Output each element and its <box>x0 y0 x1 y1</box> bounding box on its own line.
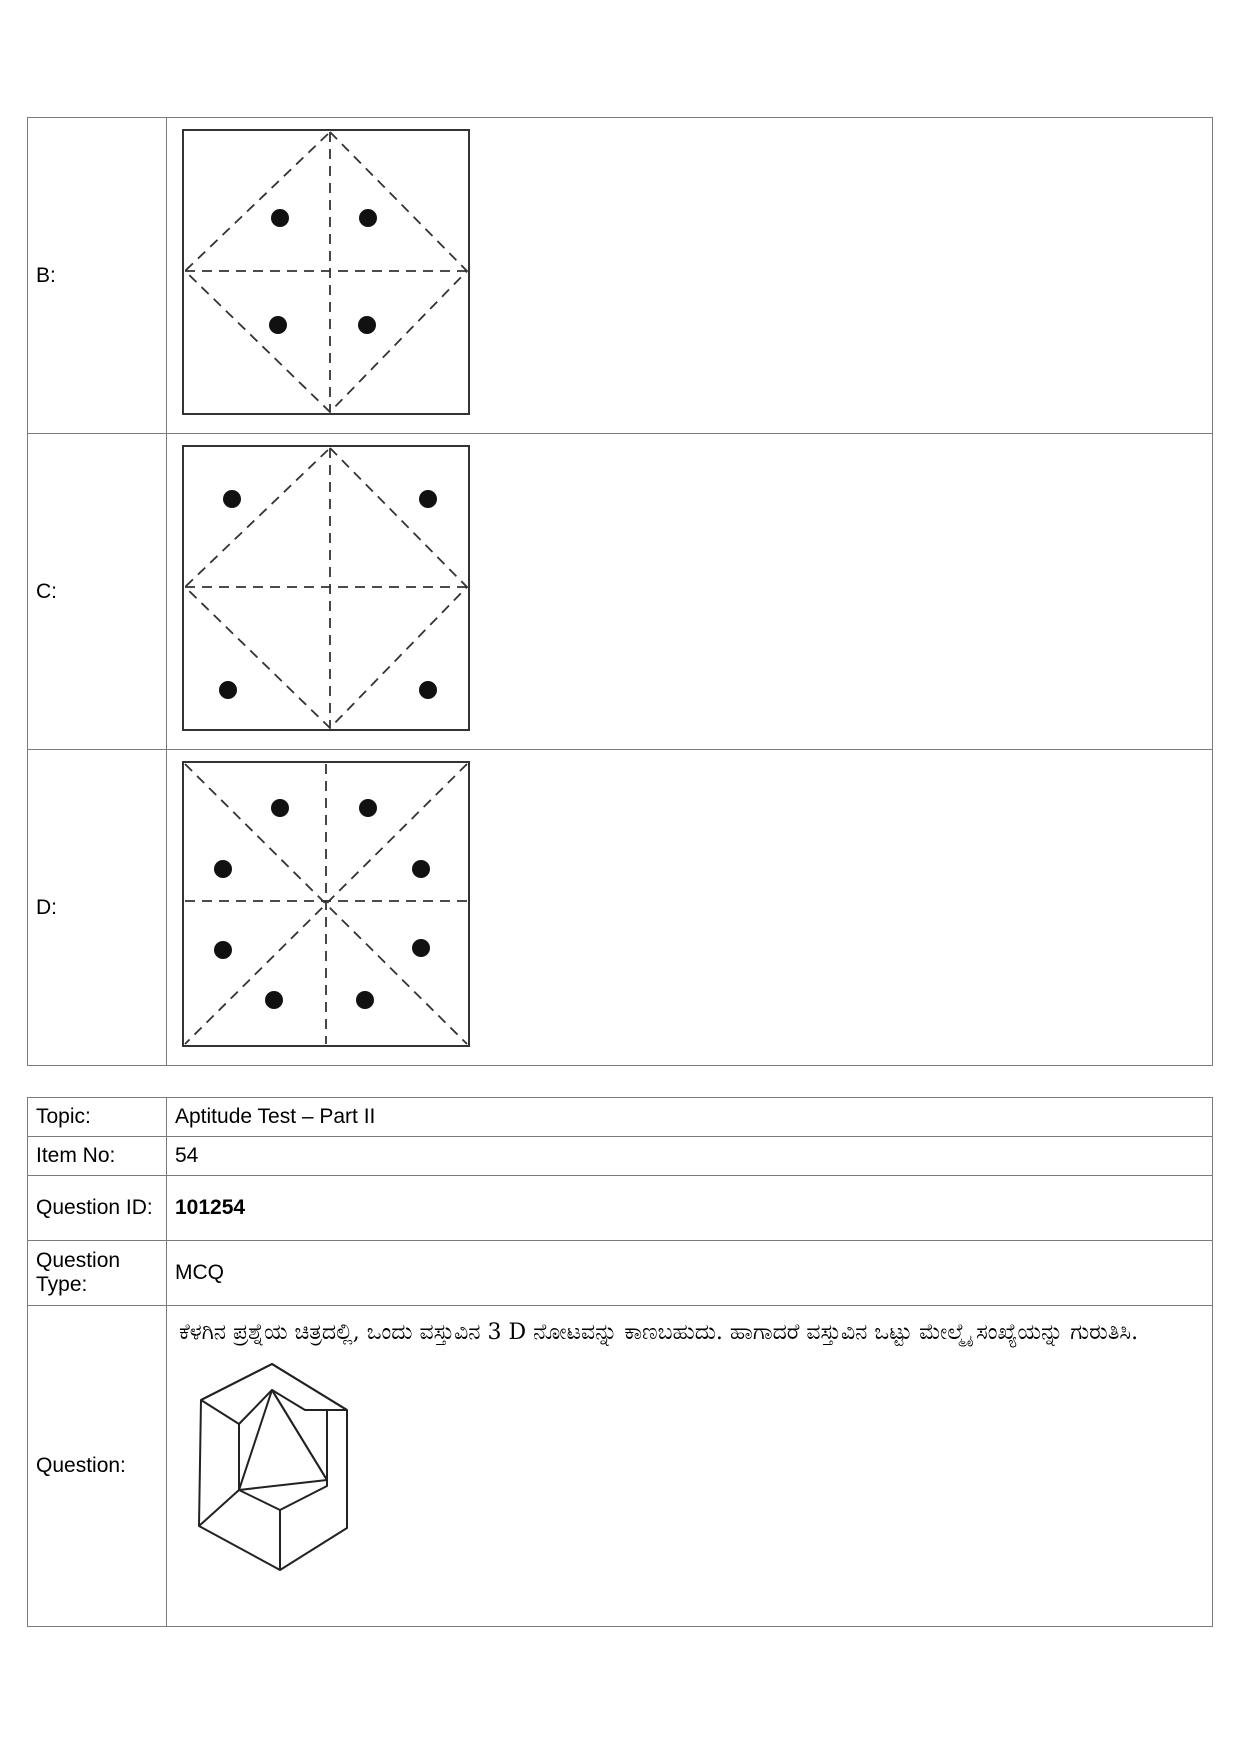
option-figure-cell <box>167 750 1213 1066</box>
question-type-row <box>28 1241 1213 1306</box>
question-id-row <box>28 1176 1213 1241</box>
question-id-value: 101254 <box>167 1176 1213 1241</box>
option-b-figure <box>181 128 473 418</box>
option-figure-cell <box>167 434 1213 750</box>
question-type-label: Question Type: <box>28 1241 167 1306</box>
option-label: B: <box>28 118 167 434</box>
option-d-figure <box>181 760 473 1050</box>
option-figure-cell <box>167 118 1213 434</box>
question-row <box>28 1306 1213 1627</box>
question-details-table <box>27 1097 1213 1627</box>
item-no-value: 54 <box>167 1137 1213 1176</box>
question-id-label: Question ID: <box>28 1176 167 1241</box>
option-label: C: <box>28 434 167 750</box>
item-no-label: Item No: <box>28 1137 167 1176</box>
topic-value: Aptitude Test – Part II <box>167 1098 1213 1137</box>
item-no-row <box>28 1137 1213 1176</box>
question-type-value: MCQ <box>167 1241 1213 1306</box>
topic-row <box>28 1098 1213 1137</box>
option-row-d <box>28 750 1213 1066</box>
question-label: Question: <box>28 1306 167 1627</box>
options-table <box>27 117 1213 1066</box>
topic-label: Topic: <box>28 1098 167 1137</box>
option-label: D: <box>28 750 167 1066</box>
option-c-figure <box>181 444 473 734</box>
option-row-b <box>28 118 1213 434</box>
question-figure <box>187 1360 357 1578</box>
option-row-c <box>28 434 1213 750</box>
question-text: ಕೆಳಗಿನ ಪ್ರಶ್ನೆಯ ಚಿತ್ರದಲ್ಲಿ, ಒಂದು ವಸ್ತುವಿನ 3 D ನೋಟವನ್ನು ಕಾಣಬಹುದು. ಹಾಗಾದರೆ ವಸ್ತುವಿನ ಒಟ್ಟು ಮೇಲ್ಮೈ ಸಂಖ್ಯೆಯನ್ನು ಗುರುತಿಸಿ. <box>179 1320 1139 1345</box>
question-cell <box>167 1306 1213 1627</box>
